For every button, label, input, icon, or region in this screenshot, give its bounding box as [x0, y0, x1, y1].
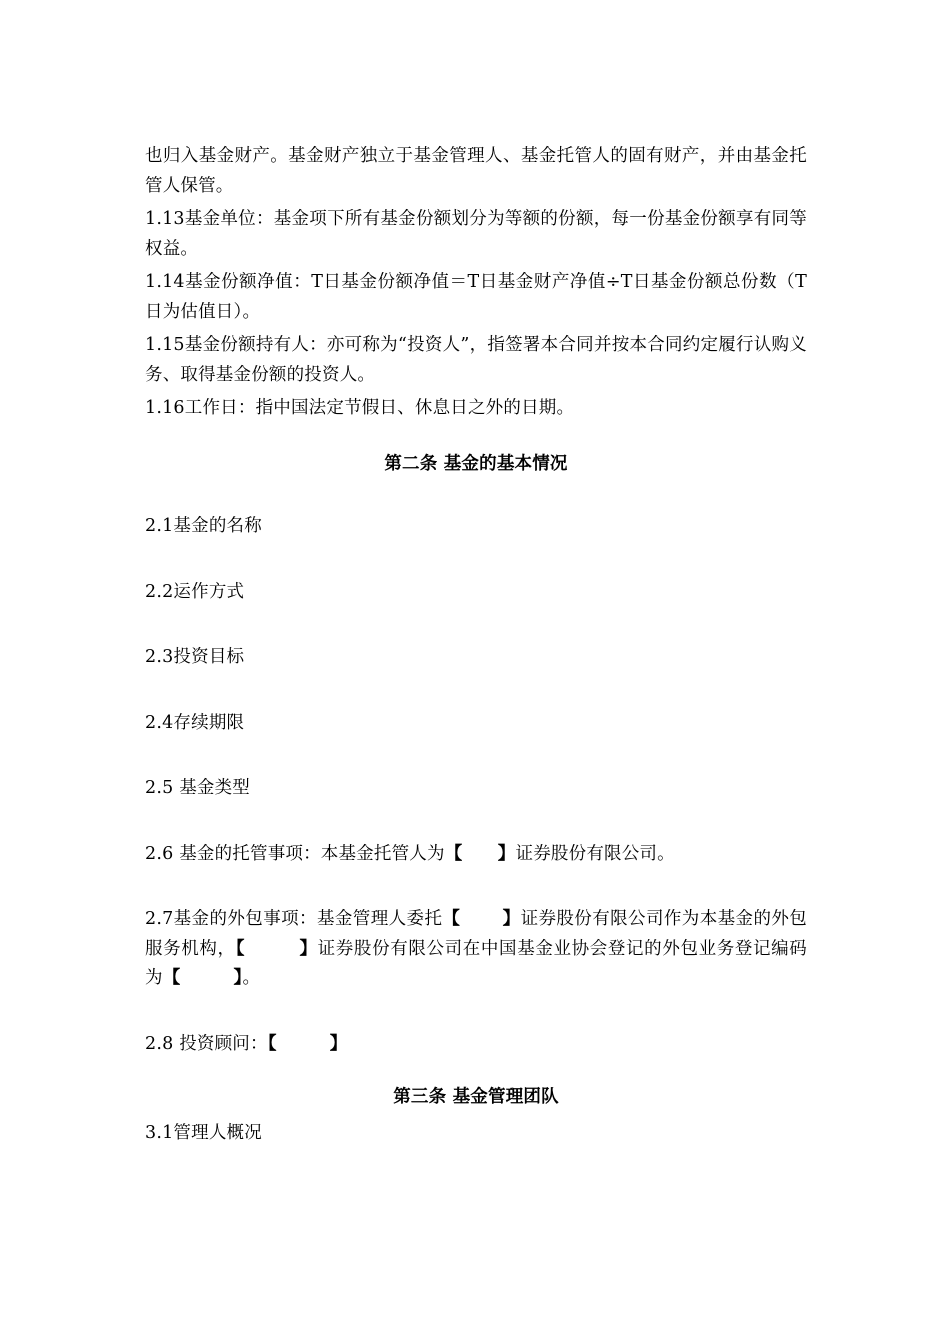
- paragraph-1-16: 1.16工作日：指中国法定节假日、休息日之外的日期。: [145, 398, 575, 418]
- item-2-4: 2.4存续期限: [145, 712, 245, 733]
- item-2-7-text-c: 证券股份有限公司在中国基金业协会登记的外包业务登记编码为: [145, 938, 807, 988]
- item-2-2: 2.2运作方式: [145, 581, 245, 602]
- document-page: [145, 142, 807, 1152]
- item-2-7-text-b: 证券股份有限公司作为本基金的外包服务机构，: [145, 909, 807, 959]
- item-2-8-text: 2.8 投资顾问：: [145, 1033, 268, 1054]
- blank-advisor: 【 】: [267, 1033, 348, 1054]
- blank-custodian: 【 】: [444, 843, 516, 864]
- item-2-7-text-d: 。: [242, 968, 261, 988]
- item-2-3: 2.3投资目标: [145, 647, 245, 667]
- item-2-7: [145, 905, 807, 994]
- blank-outsource-1: 【 】: [442, 909, 521, 929]
- paragraph-1-14: 1.14基金份额净值：T日基金份额净值＝T日基金财产净值÷T日基金份额总份数（T日为估值日）。: [145, 272, 807, 322]
- paragraph-1-13: 1.13基金单位：基金项下所有基金份额划分为等额的份额，每一份基金份额享有同等权益。: [145, 209, 807, 259]
- item-2-6-text-b: 证券股份有限公司。: [515, 843, 675, 864]
- paragraph-fund-property: 也归入基金财产。基金财产独立于基金管理人、基金托管人的固有财产，并由基金托管人保管。: [145, 146, 807, 196]
- item-2-1: 2.1基金的名称: [145, 516, 262, 536]
- blank-outsource-2: 【 】: [235, 938, 318, 959]
- item-2-7-text-a: 2.7基金的外包事项：基金管理人委托: [145, 909, 443, 929]
- item-3-1: 3.1管理人概况: [145, 1122, 262, 1143]
- section-2-heading: 第二条 基金的基本情况: [384, 453, 568, 474]
- paragraph-1-15: 1.15基金份额持有人：亦可称为“投资人”，指签署本合同并按本合同约定履行认购义务、取得基金份额的投资人。: [145, 335, 807, 385]
- item-2-6: [145, 840, 807, 870]
- item-2-8: [145, 1030, 807, 1060]
- item-2-6-text-a: 2.6 基金的托管事项：本基金托管人为: [145, 843, 445, 864]
- blank-registration-code: 【 】: [162, 968, 243, 988]
- section-3-heading: 第三条 基金管理团队: [393, 1087, 559, 1107]
- item-2-5: 2.5 基金类型: [145, 778, 250, 798]
